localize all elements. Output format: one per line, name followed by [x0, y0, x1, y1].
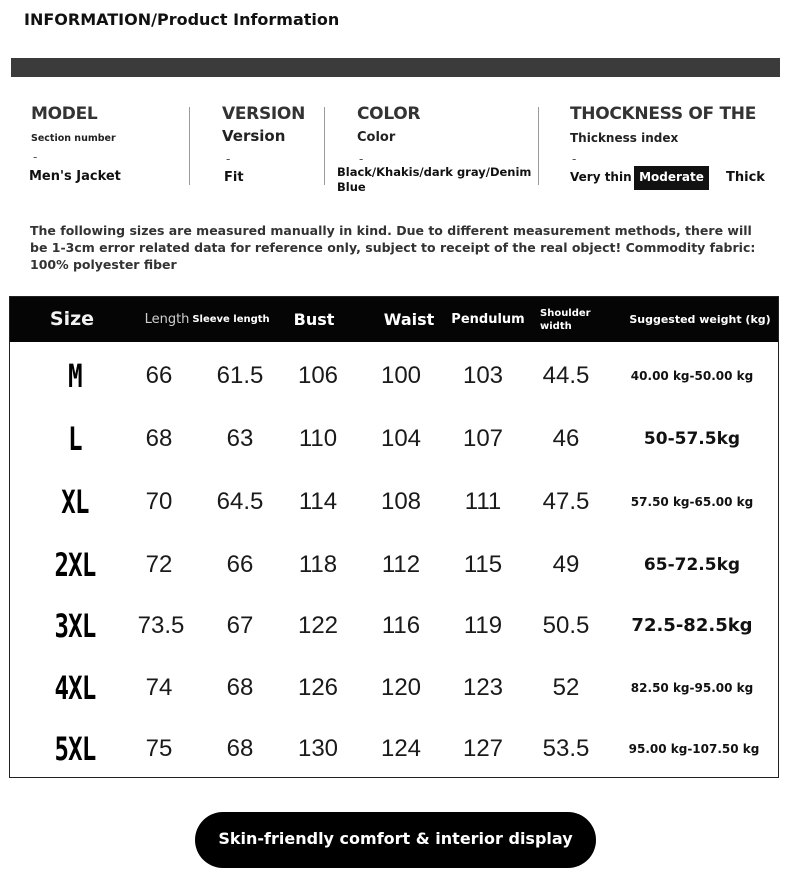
sleeve-cell: 66 — [226, 551, 254, 578]
sleeve-cell: 68 — [226, 735, 254, 762]
length-cell: 70 — [145, 488, 173, 515]
info-separator — [538, 107, 539, 185]
header-shoulder-width — [540, 307, 591, 333]
measurement-note: The following sizes are measured manually in kind. Due to different measurement methods, there will be 1-3cm error related data for reference only, subject to receipt of the real object! Commodity fabric: 100% polyester fiber — [30, 223, 756, 272]
header-sleeve-length: Sleeve length — [192, 314, 270, 325]
length-cell: 73.5 — [137, 612, 185, 639]
length-cell: 75 — [145, 735, 173, 762]
sleeve-cell: 67 — [226, 612, 254, 639]
weight-cell: 82.50 kg-95.00 kg — [630, 681, 754, 695]
shoulder-cell: 50.5 — [542, 612, 590, 639]
bust-cell: 114 — [298, 488, 338, 515]
table-row — [10, 408, 778, 470]
shoulder-cell: 46 — [552, 425, 580, 452]
pendulum-cell: 103 — [462, 362, 504, 389]
shoulder-cell: 52 — [552, 674, 580, 701]
table-row — [10, 657, 778, 719]
shoulder-cell: 53.5 — [542, 735, 590, 762]
thickness-option-very-thin: Very thin — [570, 170, 632, 184]
length-cell: 66 — [145, 362, 173, 389]
info-color — [357, 104, 420, 145]
sleeve-cell: 63 — [226, 425, 254, 452]
model-dash: - — [33, 150, 38, 164]
size-table — [9, 296, 779, 778]
waist-cell: 104 — [380, 425, 422, 452]
info-separator — [324, 107, 325, 185]
pendulum-cell: 127 — [462, 735, 504, 762]
header-shoulder-line1: Shoulder — [540, 308, 591, 319]
weight-cell: 95.00 kg-107.50 kg — [628, 742, 760, 756]
shoulder-cell: 49 — [552, 551, 580, 578]
model-title: MODEL — [31, 104, 98, 124]
bust-cell: 130 — [297, 735, 339, 762]
bust-cell: 122 — [297, 612, 339, 639]
length-cell: 68 — [145, 425, 173, 452]
feature-banner-pill: Skin-friendly comfort & interior display — [195, 812, 596, 868]
weight-cell: 65-72.5kg — [643, 555, 741, 575]
size-cell: L — [68, 420, 82, 458]
size-cell: 4XL — [54, 669, 96, 707]
weight-cell: 40.00 kg-50.00 kg — [630, 369, 754, 383]
weight-cell: 57.50 kg-65.00 kg — [630, 495, 754, 509]
thickness-dash: - — [572, 152, 577, 166]
table-row — [10, 471, 778, 533]
pendulum-cell: 119 — [463, 612, 503, 639]
table-row — [10, 595, 778, 657]
header-shoulder-line2: width — [540, 321, 572, 332]
header-divider-bar — [11, 58, 780, 77]
waist-cell: 124 — [380, 735, 422, 762]
waist-cell: 108 — [380, 488, 422, 515]
info-separator — [189, 107, 190, 185]
size-cell: 5XL — [54, 730, 96, 768]
color-value-line1: Black/Khakis/dark gray/Denim — [337, 165, 532, 179]
size-cell: M — [68, 357, 82, 395]
bust-cell: 118 — [298, 551, 338, 578]
waist-cell: 120 — [380, 674, 422, 701]
page-title: INFORMATION/Product Information — [24, 10, 340, 29]
pendulum-cell: 107 — [462, 425, 504, 452]
version-title: VERSION — [222, 104, 306, 124]
header-size: Size — [49, 308, 95, 330]
color-subtitle: Color — [357, 130, 396, 145]
size-cell: XL — [61, 483, 89, 521]
header-suggested-weight: Suggested weight (kg) — [629, 313, 771, 326]
thickness-option-moderate: Moderate — [634, 166, 709, 190]
pendulum-cell: 115 — [463, 551, 503, 578]
table-row — [10, 718, 778, 780]
info-model — [31, 104, 116, 144]
pendulum-cell: 111 — [464, 488, 502, 515]
thickness-option-thick: Thick — [726, 170, 765, 185]
shoulder-cell: 44.5 — [542, 362, 590, 389]
header-waist: Waist — [383, 310, 435, 329]
color-title: COLOR — [357, 104, 421, 124]
info-thickness — [570, 104, 756, 145]
bust-cell: 110 — [298, 425, 338, 452]
length-cell: 72 — [145, 551, 173, 578]
version-dash: - — [226, 152, 231, 166]
weight-cell: 50-57.5kg — [643, 429, 741, 449]
model-value: Men's Jacket — [29, 169, 121, 184]
color-value-line2: Blue — [337, 180, 366, 194]
model-subtitle: Section number — [31, 133, 116, 144]
thickness-title: THOCKNESS OF THE — [570, 104, 757, 124]
sleeve-cell: 61.5 — [216, 362, 264, 389]
waist-cell: 116 — [381, 612, 421, 639]
size-cell: 2XL — [54, 546, 96, 584]
bust-cell: 106 — [297, 362, 339, 389]
info-version — [222, 104, 305, 145]
size-cell: 3XL — [54, 607, 96, 645]
waist-cell: 112 — [381, 551, 421, 578]
table-row — [10, 534, 778, 596]
table-row — [10, 345, 778, 407]
sleeve-cell: 68 — [226, 674, 254, 701]
header-length: Length — [144, 312, 190, 327]
header-bust: Bust — [293, 310, 335, 329]
pendulum-cell: 123 — [462, 674, 504, 701]
thickness-subtitle: Thickness index — [570, 131, 679, 145]
header-pendulum: Pendulum — [451, 312, 525, 327]
color-dash: - — [359, 152, 364, 166]
weight-cell: 72.5-82.5kg — [631, 615, 753, 636]
length-cell: 74 — [145, 674, 173, 701]
version-value: Fit — [224, 170, 244, 185]
shoulder-cell: 47.5 — [542, 488, 590, 515]
bust-cell: 126 — [297, 674, 339, 701]
version-subtitle: Version — [222, 127, 286, 145]
table-header — [10, 297, 778, 342]
sleeve-cell: 64.5 — [216, 488, 264, 515]
waist-cell: 100 — [380, 362, 422, 389]
